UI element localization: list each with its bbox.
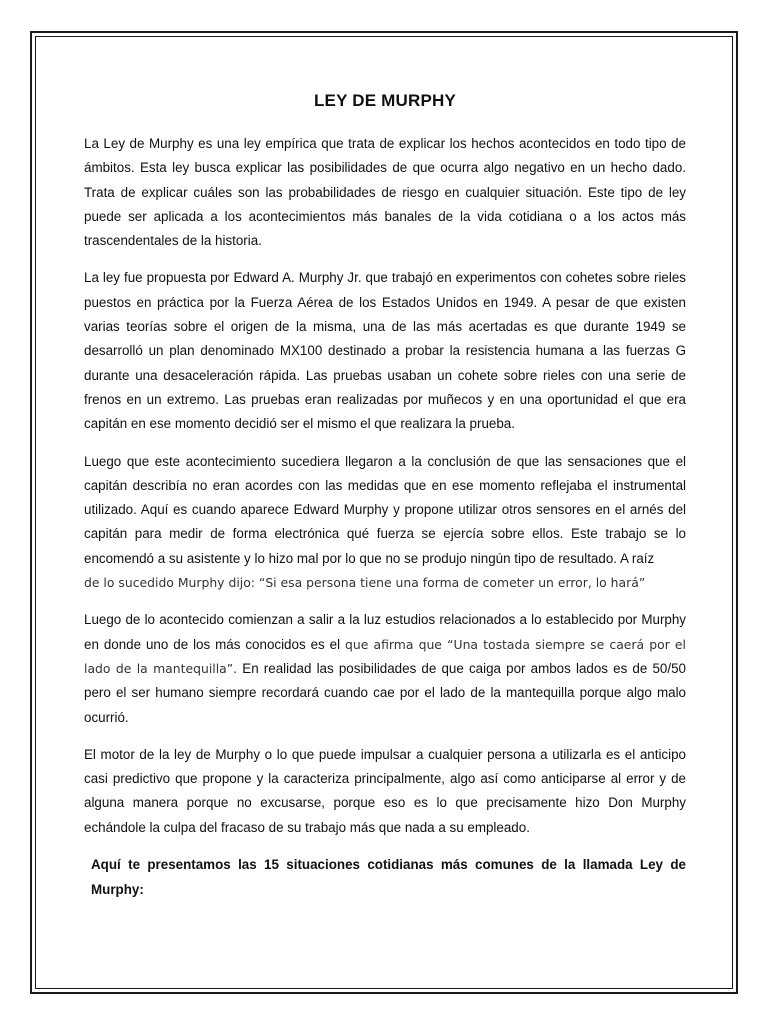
paragraph-motor: El motor de la ley de Murphy o lo que puede impulsar a cualquier persona a utilizarla es el anticipo casi predictivo que propone y la caracteriza principalmente, algo así como anticiparse al error y de alguna manera porque no excusarse, porque eso es lo que precisamente hizo Don Murphy echándole la culpa del fracaso de su trabajo más que nada a su empleado. xyxy=(84,746,686,835)
paragraph-origin: La ley fue propuesta por Edward A. Murphy Jr. que trabajó en experimentos con cohetes sobre rieles puestos en práctica por la Fuerza Aérea de los Estados Unidos en 1949. A pesar de que existen varias teorías sobre el origen de la misma, una de las más acertadas es que durante 1949 se desarrolló un plan denominado MX100 destinado a probar la resistencia humana a las fuerzas G durante una desaceleración rápida. Las pruebas usaban un cohete sobre rieles con una serie de frenos en un extremo. Las pruebas eran realizadas por muñecos y en una oportunidad el que era capitán en ese momento decidió ser el mismo el que realizara la prueba. xyxy=(84,270,686,432)
murphy-quote: de lo sucedido Murphy dijo: “Si esa persona tiene una forma de cometer un error, lo hará” xyxy=(84,575,646,591)
paragraph-definition: La Ley de Murphy es una ley empírica que trata de explicar los hechos acontecidos en todo tipo de ámbitos. Esta ley busca explicar las posibilidades de que ocurra algo negativo en un hecho dado. Trata de explicar cuáles son las probabilidades de riesgo en cualquier situación. Este tipo de ley puede ser aplicada a los acontecimientos más banales de la vida cotidiana o a los actos más trascendentales de la historia. xyxy=(84,136,686,249)
paragraph-toast-intro: Luego de lo acontecido comienzan a salir a la luz estudios relacionados a lo establecido por Murphy en donde uno de los más conocidos es el xyxy=(84,612,686,652)
closing-heading: Aquí te presentamos las 15 situaciones cotidianas más comunes de la llamada Ley de Murphy: xyxy=(91,857,686,897)
document-title: LEY DE MURPHY xyxy=(313,91,457,110)
paragraph-murphy-quote-text: Luego que este acontecimiento sucediera llegaron a la conclusión de que las sensaciones que el capitán describía no eran acordes con las medidas que en ese momento reflejaba el instrumental utilizado. Aquí es cuando aparece Edward Murphy y propone utilizar otros sensores en el arnés del capitán para medir de forma electrónica qué fuerza se ejercía sobre ellos. Este trabajo se lo encomendó a su asistente y lo hizo mal por lo que no se produjo ningún tipo de resultado. A raíz xyxy=(84,453,686,566)
document-body xyxy=(84,86,686,902)
paragraph-toast-conclusion: En realidad las posibilidades de que caiga por ambos lados es de 50/50 pero el ser humano siempre recordará cuando cae por el lado de la mantequilla porque algo malo ocurrió. xyxy=(84,660,686,725)
toast-quote: que afirma que “Una tostada siempre se caerá por el lado de la mantequilla”. xyxy=(84,636,686,676)
paragraph-murphy-quote xyxy=(84,450,686,596)
paragraph-toast-example xyxy=(84,608,686,729)
